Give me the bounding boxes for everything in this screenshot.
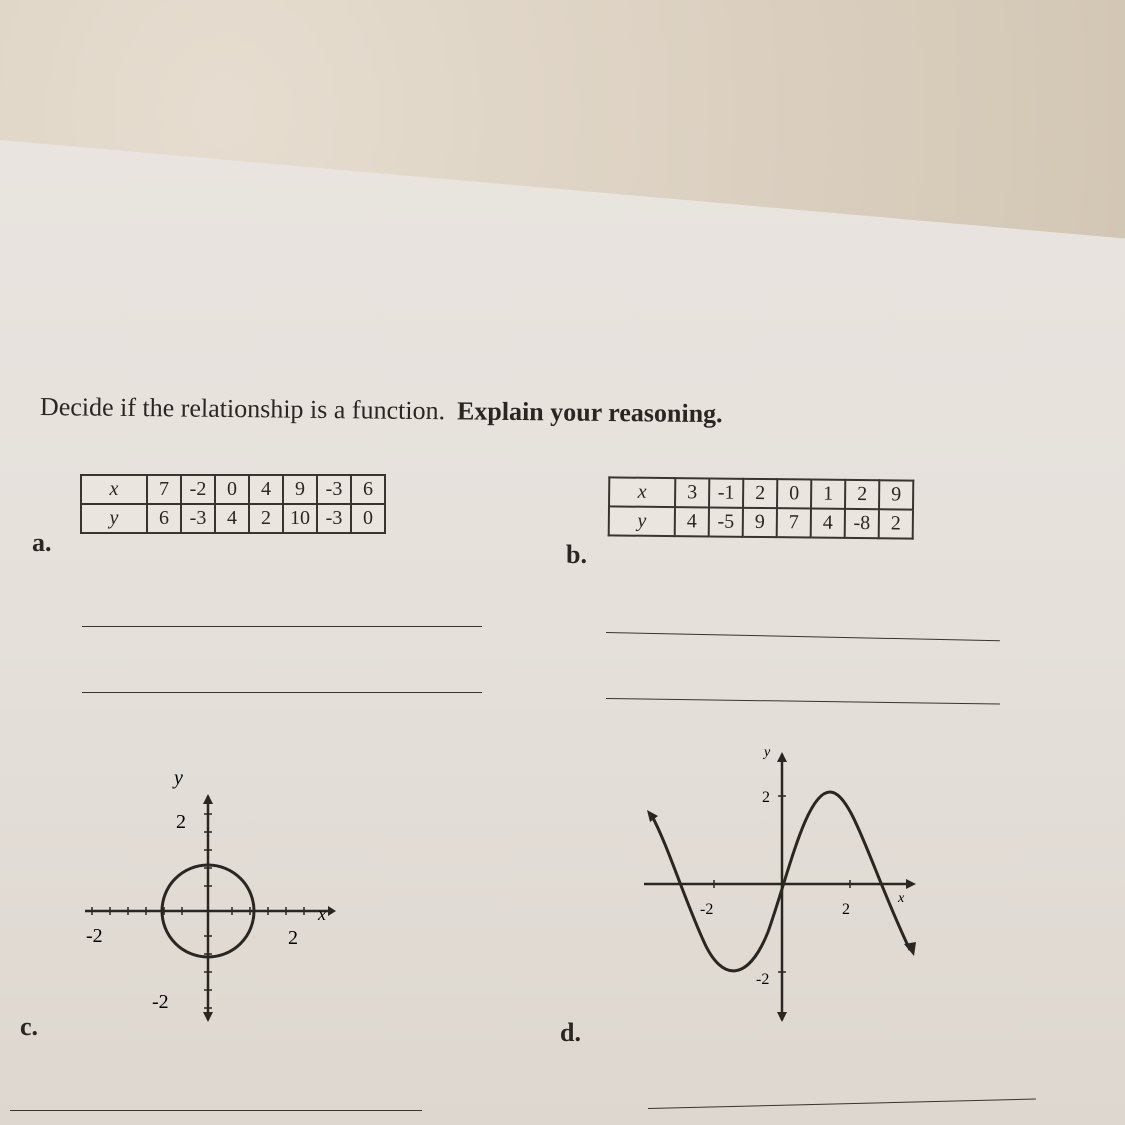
table-cell: -1 xyxy=(709,478,743,507)
y-header: y xyxy=(609,506,675,536)
table-cell: 4 xyxy=(249,475,283,504)
table-cell: -8 xyxy=(845,509,879,538)
x-axis-arrow-icon xyxy=(906,879,916,889)
x-header: x xyxy=(81,475,147,504)
x-axis-arrow-icon xyxy=(328,906,336,916)
y-header: y xyxy=(81,504,147,533)
table-row xyxy=(609,477,913,509)
problem-d-label: d. xyxy=(560,1018,581,1047)
table-cell: -2 xyxy=(181,475,215,504)
x-axis-label: x xyxy=(318,904,326,924)
table-cell: 7 xyxy=(147,475,181,504)
y-axis-arrow-icon xyxy=(203,794,213,804)
table-cell: -5 xyxy=(709,507,743,536)
table-cell: 9 xyxy=(879,480,913,509)
table-cell: -3 xyxy=(317,475,351,504)
problem-c-label: c. xyxy=(20,1012,39,1041)
table-cell: 2 xyxy=(743,479,777,508)
problem-a-table xyxy=(80,474,386,534)
y-axis-label: y xyxy=(174,767,183,789)
instructions-text: Decide if the relationship is a function. xyxy=(39,392,446,426)
table-cell: 9 xyxy=(283,475,317,504)
tick-y-pos: 2 xyxy=(762,789,770,806)
table-cell: 2 xyxy=(845,480,879,509)
table-cell: 0 xyxy=(777,479,811,508)
tick-x-pos: 2 xyxy=(288,927,298,949)
answer-line-c-1[interactable] xyxy=(10,1110,422,1111)
tick-x-neg: -2 xyxy=(86,925,103,947)
problem-b-label: b. xyxy=(566,540,587,569)
answer-line-a-2[interactable] xyxy=(82,692,482,693)
table-cell: 4 xyxy=(675,507,709,536)
table-cell: 6 xyxy=(351,475,385,504)
table-cell: 0 xyxy=(215,475,249,504)
table-cell: 4 xyxy=(215,504,249,533)
table-row xyxy=(81,504,385,533)
tick-x-pos: 2 xyxy=(842,901,850,918)
instructions-bold: Explain your reasoning. xyxy=(456,396,723,429)
table-cell: 7 xyxy=(777,508,811,537)
table-cell: 10 xyxy=(283,504,317,533)
table-cell: 0 xyxy=(351,504,385,533)
problem-d-graph xyxy=(638,738,928,1028)
tick-x-neg: -2 xyxy=(700,901,714,918)
y-axis-arrow-down-icon xyxy=(203,1012,213,1022)
table-cell: 3 xyxy=(675,478,709,507)
y-axis-arrow-down-icon xyxy=(777,1012,787,1022)
problem-c-graph xyxy=(80,767,340,1030)
curve-arrow-right-icon xyxy=(904,942,916,956)
tick-y-pos: 2 xyxy=(176,811,186,833)
table-cell: 9 xyxy=(743,508,777,537)
x-axis-label: x xyxy=(898,891,905,906)
table-row xyxy=(81,475,385,504)
table-row xyxy=(609,506,913,538)
table-cell: 2 xyxy=(879,509,913,538)
table-cell: 2 xyxy=(249,504,283,533)
problem-b-table xyxy=(608,476,915,539)
answer-line-a-1[interactable] xyxy=(82,626,482,627)
x-header: x xyxy=(609,477,675,507)
table-cell: 1 xyxy=(811,480,845,509)
tick-y-neg: -2 xyxy=(152,991,169,1013)
table-cell: -3 xyxy=(317,504,351,533)
tick-y-neg: -2 xyxy=(756,971,770,988)
y-axis-label: y xyxy=(764,745,771,760)
problem-a-label: a. xyxy=(32,528,52,557)
table-cell: -3 xyxy=(181,504,215,533)
table-cell: 4 xyxy=(811,509,845,538)
y-axis-arrow-icon xyxy=(777,752,787,762)
table-cell: 6 xyxy=(147,504,181,533)
